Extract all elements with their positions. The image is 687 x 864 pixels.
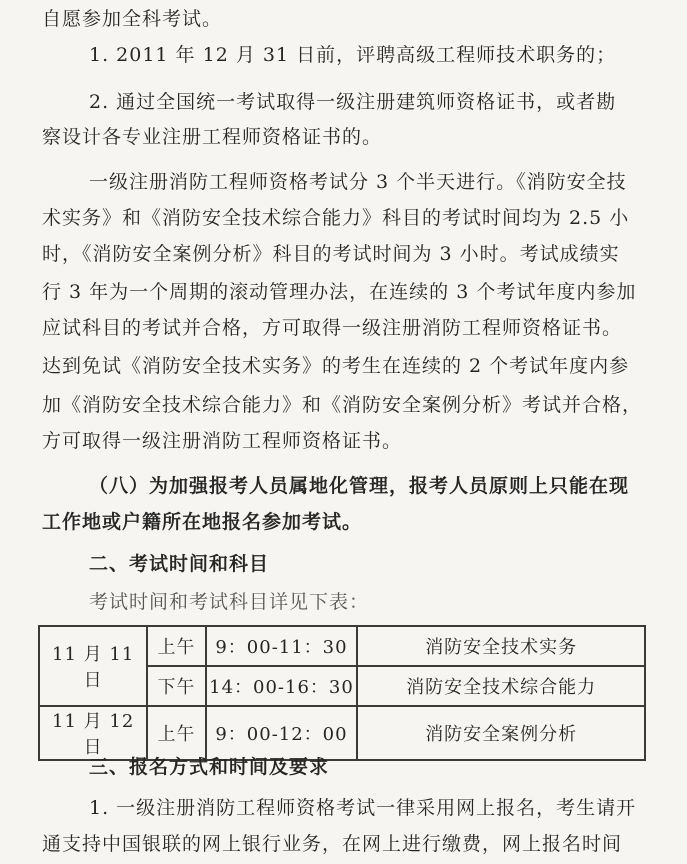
bold-paragraph-line: （八）为加强报考人员属地化管理，报考人员原则上只能在现 xyxy=(89,475,630,497)
list-item: 1. 2011 年 12 月 31 日前，评聘高级工程师技术职务的； xyxy=(89,44,617,66)
text-line: 自愿参加全科考试。 xyxy=(42,8,223,30)
paragraph-line: 一级注册消防工程师资格考试分 3 个半天进行。《消防安全技 xyxy=(89,171,627,193)
paragraph-line: 方可取得一级注册消防工程师资格证书。 xyxy=(42,430,403,452)
subject-cell: 消防安全技术实务 xyxy=(357,626,645,666)
table-row xyxy=(39,706,645,760)
text-line: 察设计各专业注册工程师资格证书的。 xyxy=(42,126,383,148)
time-cell: 14：00-16：30 xyxy=(206,666,358,706)
subject-cell: 消防安全技术综合能力 xyxy=(357,666,645,706)
date-cell: 11 月 11 日 xyxy=(39,626,147,706)
paragraph-line: 时，《消防安全案例分析》科目的考试时间为 3 小时。考试成绩实 xyxy=(42,243,620,265)
exam-schedule-table xyxy=(38,625,646,761)
paragraph-line: 达到免试《消防安全技术实务》的考生在连续的 2 个考试年度内参 xyxy=(42,355,630,377)
section-heading: 三、报名方式和时间及要求 xyxy=(89,756,330,778)
period-cell: 下午 xyxy=(147,666,205,706)
subject-cell: 消防安全案例分析 xyxy=(357,706,645,760)
time-cell: 9：00-11：30 xyxy=(206,626,358,666)
list-item: 1. 一级注册消防工程师资格考试一律采用网上报名，考生请开 xyxy=(89,797,637,819)
paragraph-line: 通支持中国银联的网上银行业务，在网上进行缴费，网上报名时间 xyxy=(42,833,623,855)
section-heading: 二、考试时间和科目 xyxy=(89,553,270,575)
table-row xyxy=(39,626,645,666)
paragraph-line: 行 3 年为一个周期的滚动管理办法，在连续的 3 个考试年度内参加 xyxy=(42,281,637,303)
period-cell: 上午 xyxy=(147,706,205,760)
period-cell: 上午 xyxy=(147,626,205,666)
table-caption: 考试时间和考试科目详见下表： xyxy=(89,591,370,613)
paragraph-line: 加《消防安全技术综合能力》和《消防安全案例分析》考试并合格， xyxy=(42,394,643,416)
paragraph-line: 应试科目的考试并合格，方可取得一级注册消防工程师资格证书。 xyxy=(42,317,623,339)
list-item: 2. 通过全国统一考试取得一级注册建筑师资格证书，或者勘 xyxy=(89,91,617,113)
bold-paragraph-line: 工作地或户籍所在地报名参加考试。 xyxy=(42,511,363,533)
time-cell: 9：00-12：00 xyxy=(206,706,358,760)
date-cell: 11 月 12 日 xyxy=(39,706,147,760)
paragraph-line: 术实务》和《消防安全技术综合能力》科目的考试时间均为 2.5 小 xyxy=(42,207,630,229)
